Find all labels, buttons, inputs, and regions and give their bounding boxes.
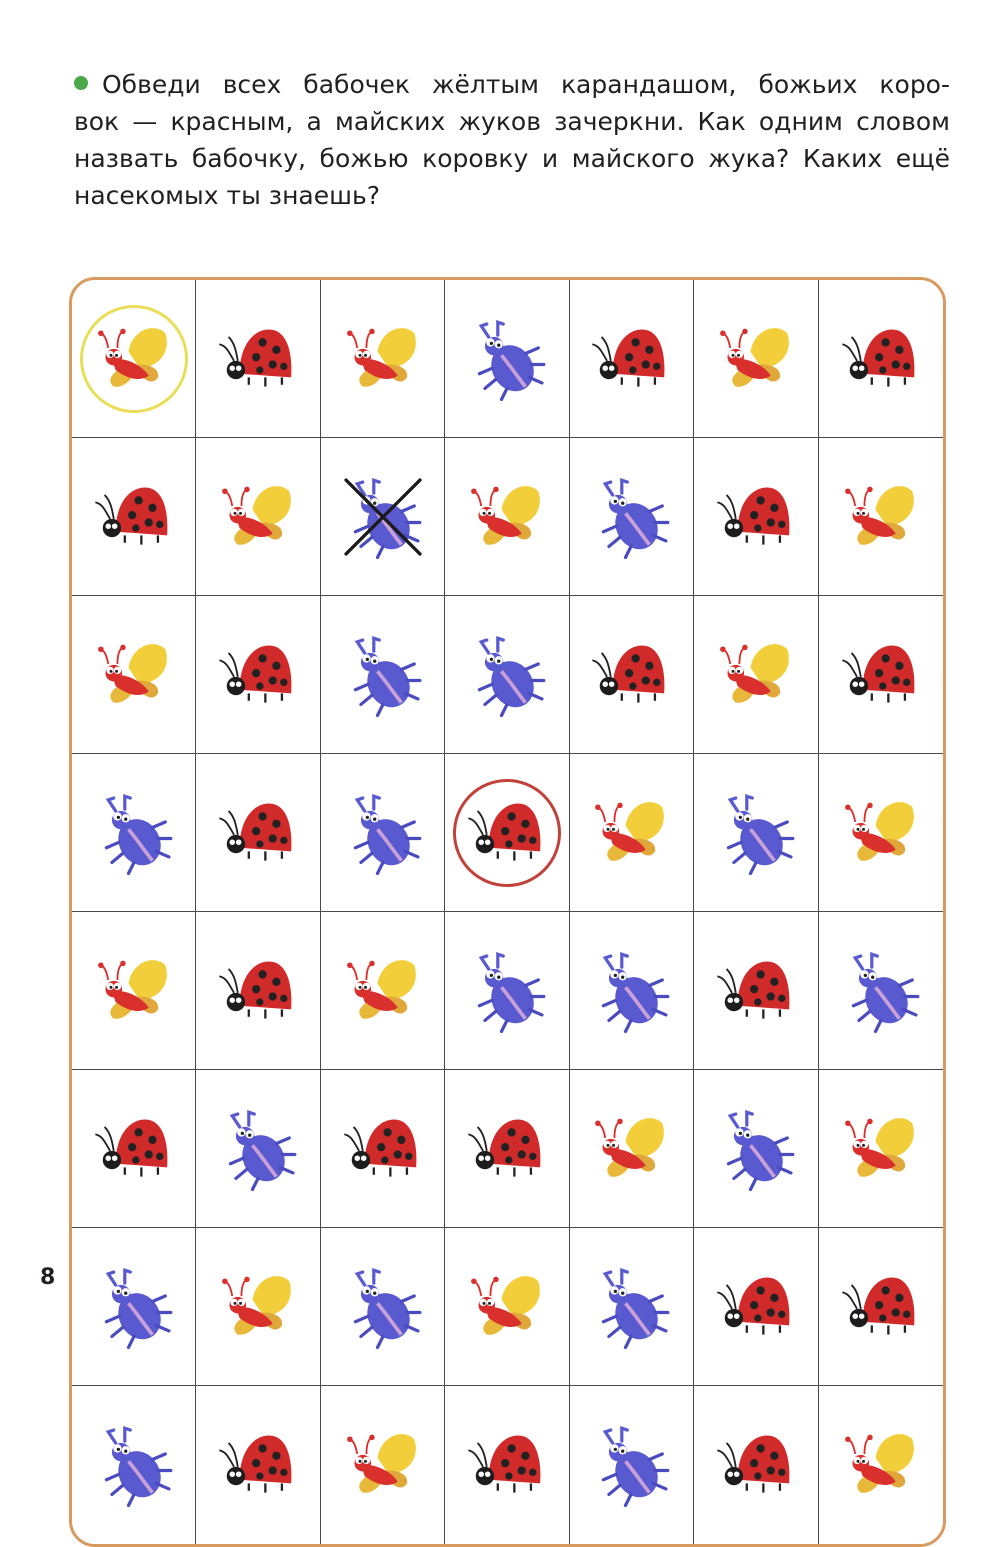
butterfly-icon xyxy=(835,1419,927,1511)
beetle-icon xyxy=(461,313,553,405)
beetle-icon xyxy=(835,945,927,1037)
ladybug-icon xyxy=(835,1261,927,1353)
grid-cell[interactable] xyxy=(694,912,818,1070)
grid-cell[interactable] xyxy=(570,1070,694,1228)
grid-cell[interactable] xyxy=(196,596,320,754)
grid-cell[interactable] xyxy=(72,438,196,596)
ladybug-icon xyxy=(212,629,304,721)
grid-cell[interactable] xyxy=(445,1228,569,1386)
ladybug-icon xyxy=(710,1261,802,1353)
beetle-icon xyxy=(88,1419,180,1511)
butterfly-icon xyxy=(212,1261,304,1353)
grid-cell[interactable] xyxy=(321,280,445,438)
grid-cell[interactable] xyxy=(196,438,320,596)
grid-cell[interactable] xyxy=(72,1386,196,1544)
insect-grid xyxy=(72,280,943,1544)
grid-cell[interactable] xyxy=(694,754,818,912)
task-line-3: назвать бабочку, божью коровку и майского жука? Каких ещё xyxy=(74,144,950,173)
butterfly-icon xyxy=(88,629,180,721)
grid-cell[interactable] xyxy=(819,438,943,596)
insect-grid-frame xyxy=(69,277,946,1547)
task-line-1: Обведи всех бабочек жёлтым карандашом, божьих коро- xyxy=(74,66,950,103)
beetle-icon xyxy=(585,945,677,1037)
beetle-icon xyxy=(337,629,429,721)
beetle-icon xyxy=(585,1419,677,1511)
grid-cell[interactable] xyxy=(819,596,943,754)
grid-cell[interactable] xyxy=(196,754,320,912)
grid-cell[interactable] xyxy=(694,438,818,596)
grid-cell[interactable] xyxy=(321,1386,445,1544)
ladybug-icon xyxy=(835,313,927,405)
grid-cell[interactable] xyxy=(196,912,320,1070)
grid-cell[interactable] xyxy=(321,754,445,912)
grid-cell[interactable] xyxy=(445,912,569,1070)
green-bullet-icon xyxy=(74,76,88,90)
beetle-icon xyxy=(88,1261,180,1353)
grid-cell[interactable] xyxy=(694,280,818,438)
ladybug-icon xyxy=(88,1103,180,1195)
grid-cell[interactable] xyxy=(570,596,694,754)
butterfly-icon xyxy=(337,1419,429,1511)
grid-cell[interactable] xyxy=(694,596,818,754)
ladybug-icon xyxy=(835,629,927,721)
grid-cell[interactable] xyxy=(196,280,320,438)
beetle-icon xyxy=(461,629,553,721)
ladybug-icon xyxy=(461,787,553,879)
butterfly-icon xyxy=(337,313,429,405)
grid-cell[interactable] xyxy=(570,912,694,1070)
ladybug-icon xyxy=(212,787,304,879)
grid-cell[interactable] xyxy=(72,912,196,1070)
ladybug-icon xyxy=(710,471,802,563)
butterfly-icon xyxy=(835,471,927,563)
grid-cell[interactable] xyxy=(570,280,694,438)
ladybug-icon xyxy=(710,1419,802,1511)
grid-cell[interactable] xyxy=(321,596,445,754)
ladybug-icon xyxy=(585,313,677,405)
grid-cell[interactable] xyxy=(445,1070,569,1228)
grid-cell[interactable] xyxy=(321,438,445,596)
butterfly-icon xyxy=(835,787,927,879)
grid-cell[interactable] xyxy=(72,1228,196,1386)
grid-cell[interactable] xyxy=(819,280,943,438)
ladybug-icon xyxy=(585,629,677,721)
beetle-icon xyxy=(461,945,553,1037)
ladybug-icon xyxy=(88,471,180,563)
task-line-2: вок — красным, а майских жуков зачеркни. Как одним словом xyxy=(74,107,950,136)
butterfly-icon xyxy=(710,629,802,721)
butterfly-icon xyxy=(585,1103,677,1195)
grid-cell[interactable] xyxy=(72,280,196,438)
grid-cell[interactable] xyxy=(819,1228,943,1386)
butterfly-icon xyxy=(88,313,180,405)
grid-cell[interactable] xyxy=(570,438,694,596)
beetle-icon xyxy=(585,471,677,563)
butterfly-icon xyxy=(461,471,553,563)
ladybug-icon xyxy=(212,1419,304,1511)
grid-cell[interactable] xyxy=(196,1070,320,1228)
ladybug-icon xyxy=(212,945,304,1037)
beetle-icon xyxy=(710,1103,802,1195)
grid-cell[interactable] xyxy=(196,1386,320,1544)
grid-cell[interactable] xyxy=(72,754,196,912)
grid-cell[interactable] xyxy=(321,1070,445,1228)
ladybug-icon xyxy=(212,313,304,405)
grid-cell[interactable] xyxy=(819,912,943,1070)
butterfly-icon xyxy=(212,471,304,563)
grid-cell[interactable] xyxy=(570,1228,694,1386)
grid-cell[interactable] xyxy=(819,1386,943,1544)
beetle-icon xyxy=(337,787,429,879)
grid-cell[interactable] xyxy=(694,1386,818,1544)
grid-cell[interactable] xyxy=(445,280,569,438)
grid-cell[interactable] xyxy=(445,1386,569,1544)
task-instructions xyxy=(74,66,950,214)
grid-cell[interactable] xyxy=(694,1070,818,1228)
grid-cell[interactable] xyxy=(445,754,569,912)
ladybug-icon xyxy=(337,1103,429,1195)
butterfly-icon xyxy=(461,1261,553,1353)
grid-cell[interactable] xyxy=(819,754,943,912)
grid-cell[interactable] xyxy=(570,754,694,912)
butterfly-icon xyxy=(585,787,677,879)
butterfly-icon xyxy=(337,945,429,1037)
beetle-icon xyxy=(212,1103,304,1195)
grid-cell[interactable] xyxy=(72,1070,196,1228)
grid-cell[interactable] xyxy=(694,1228,818,1386)
grid-cell[interactable] xyxy=(72,596,196,754)
beetle-icon xyxy=(585,1261,677,1353)
butterfly-icon xyxy=(835,1103,927,1195)
beetle-icon xyxy=(337,1261,429,1353)
grid-cell[interactable] xyxy=(819,1070,943,1228)
grid-cell[interactable] xyxy=(321,912,445,1070)
beetle-icon xyxy=(88,787,180,879)
beetle-icon xyxy=(337,471,429,563)
task-line-4: насекомых ты знаешь? xyxy=(74,181,380,210)
page-number: 8 xyxy=(40,1265,56,1290)
beetle-icon xyxy=(710,787,802,879)
grid-cell[interactable] xyxy=(445,596,569,754)
butterfly-icon xyxy=(710,313,802,405)
grid-cell[interactable] xyxy=(445,438,569,596)
ladybug-icon xyxy=(461,1419,553,1511)
ladybug-icon xyxy=(710,945,802,1037)
ladybug-icon xyxy=(461,1103,553,1195)
grid-cell[interactable] xyxy=(321,1228,445,1386)
grid-cell[interactable] xyxy=(570,1386,694,1544)
butterfly-icon xyxy=(88,945,180,1037)
grid-cell[interactable] xyxy=(196,1228,320,1386)
